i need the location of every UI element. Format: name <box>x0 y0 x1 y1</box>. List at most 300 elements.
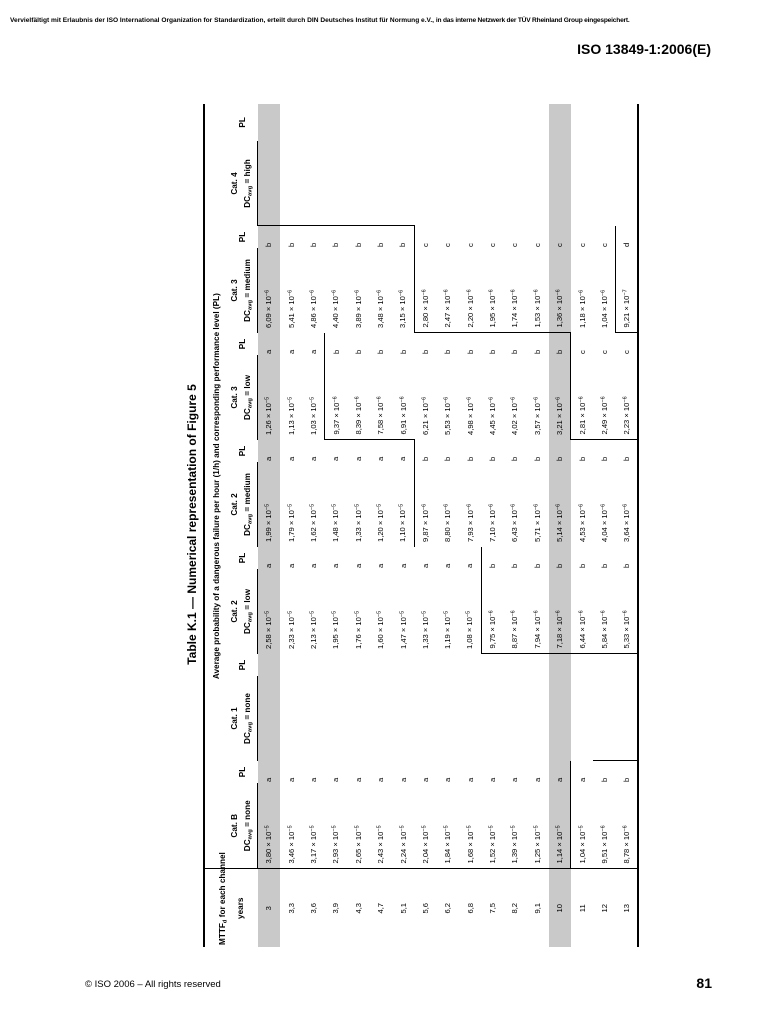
pl-value: a <box>532 777 542 782</box>
mttfd-value: 7,5 <box>481 869 503 947</box>
pfhd-value <box>414 676 436 761</box>
pl-value: a <box>286 456 296 461</box>
pfhd-value: $7,10 \times 10^{-6}$ <box>488 503 498 542</box>
pfhd-value <box>437 676 459 761</box>
standard-number: ISO 13849-1:2006(E) <box>577 41 711 57</box>
dc-header: $DC_{avg}$ = low <box>241 569 258 654</box>
pl-header: PL <box>237 231 247 243</box>
pl-value <box>526 104 548 141</box>
mttfd-value: 10 <box>549 869 571 947</box>
mttfd-value: 8,2 <box>504 869 526 947</box>
pl-header: PL <box>237 338 247 350</box>
pfhd-value: $3,80 \times 10^{-5}$ <box>258 783 280 869</box>
pl-header: PL <box>237 659 247 671</box>
pfhd-value: $4,40 \times 10^{-6}$ <box>331 289 341 328</box>
pl-value <box>347 104 369 141</box>
pl-value: a <box>325 440 347 462</box>
pl-value: b <box>347 226 369 248</box>
pfhd-value: $6,43 \times 10^{-6}$ <box>510 503 520 542</box>
dc-header: $DC_{avg}$ = high <box>241 141 258 226</box>
pl-value: b <box>549 333 571 355</box>
pl-value <box>369 104 391 141</box>
pl-value: a <box>571 761 593 783</box>
pl-value: b <box>302 226 324 248</box>
pl-value: b <box>549 547 571 569</box>
mttfd-value: 12 <box>593 869 615 947</box>
table-row <box>369 104 391 947</box>
pfhd-value: $3,15 \times 10^{-6}$ <box>398 289 408 328</box>
table-row <box>258 104 280 947</box>
pfhd-value: $7,58 \times 10^{-6}$ <box>376 396 386 435</box>
category-header-row <box>227 104 241 947</box>
category-header: Cat. 1 <box>229 707 239 730</box>
dc-header: $DC_{avg}$ = none <box>241 676 258 761</box>
pfhd-value <box>347 676 369 761</box>
pl-value <box>280 654 302 676</box>
rotated-table-container <box>180 102 650 947</box>
pfhd-value <box>571 141 593 226</box>
pfhd-value: $9,37 \times 10^{-6}$ <box>325 355 347 440</box>
pl-value <box>369 654 391 676</box>
pl-value: b <box>600 563 610 568</box>
pl-value: a <box>258 761 280 783</box>
pfhd-value: $9,21 \times 10^{-7}$ <box>616 248 638 333</box>
pl-value <box>571 654 593 676</box>
pl-header: PL <box>237 117 247 128</box>
pfhd-value: $3,21 \times 10^{-6}$ <box>549 355 571 440</box>
years-label: years <box>235 897 245 919</box>
pl-value: c <box>571 333 593 355</box>
pfhd-value <box>258 676 280 761</box>
pfhd-value <box>616 141 638 226</box>
pfhd-value: $4,86 \times 10^{-6}$ <box>308 289 318 328</box>
pfhd-value <box>437 141 459 226</box>
pl-value <box>504 104 526 141</box>
pl-value <box>414 654 436 676</box>
pl-value: c <box>549 226 571 248</box>
pfhd-value: $3,17 \times 10^{-5}$ <box>308 825 318 864</box>
pfhd-value: $7,18 \times 10^{-6}$ <box>549 569 571 654</box>
pfhd-value <box>526 141 548 226</box>
pl-value <box>280 104 302 141</box>
table-row <box>616 104 638 947</box>
pfhd-value: $4,98 \times 10^{-6}$ <box>465 396 475 435</box>
pl-value: b <box>369 226 391 248</box>
pfhd-value: $3,48 \times 10^{-6}$ <box>376 289 386 328</box>
pl-value: b <box>353 349 363 354</box>
pfhd-value: $1,13 \times 10^{-5}$ <box>286 396 296 435</box>
dc-header: $DC_{avg}$ = low <box>241 355 258 440</box>
pfhd-value: $2,93 \times 10^{-5}$ <box>331 825 341 864</box>
pl-value: b <box>392 226 414 248</box>
pl-value: b <box>504 333 526 355</box>
pl-value: b <box>571 440 593 462</box>
pfhd-value: $1,60 \times 10^{-5}$ <box>376 610 386 649</box>
pfhd-value: $8,87 \times 10^{-6}$ <box>510 610 520 649</box>
mttfd-header: $MTTF_d$ for each channel years <box>204 869 258 947</box>
pl-value <box>325 654 347 676</box>
pfhd-value: $1,04 \times 10^{-6}$ <box>599 289 609 328</box>
category-header: Cat. 3 <box>229 279 239 302</box>
pfhd-value: $1,36 \times 10^{-6}$ <box>549 248 571 333</box>
mttfd-value: 3,3 <box>280 869 302 947</box>
pfhd-value: $2,24 \times 10^{-5}$ <box>398 825 408 864</box>
pfhd-value: $2,20 \times 10^{-6}$ <box>465 289 475 328</box>
table-row <box>571 104 593 947</box>
pfhd-value: $8,78 \times 10^{-6}$ <box>616 783 638 869</box>
pfhd-value: $1,18 \times 10^{-6}$ <box>577 289 587 328</box>
pfhd-value: $3,64 \times 10^{-6}$ <box>616 462 638 547</box>
pl-value: c <box>488 243 498 247</box>
pl-value: c <box>577 243 587 247</box>
pl-value: a <box>549 761 571 783</box>
notice-tuv-text: in das interne Netzwerk der TÜV Rheinland Group eingespeichert. <box>435 17 630 24</box>
pfhd-value: $1,95 \times 10^{-6}$ <box>488 289 498 328</box>
pl-value: a <box>376 777 386 782</box>
table-row <box>414 104 436 947</box>
notice-text: Vervielfältigt mit Erlaubnis der ISO International Organization for Standardization, erteilt durch DIN Deutsches Institut für Normung e.V., <box>10 17 435 24</box>
pfhd-value: $2,23 \times 10^{-6}$ <box>616 355 638 440</box>
pl-value: b <box>526 333 548 355</box>
pfhd-value: $1,33 \times 10^{-5}$ <box>353 503 363 542</box>
pfhd-value: $9,75 \times 10^{-6}$ <box>481 569 503 654</box>
category-header: Cat. 4 <box>229 172 239 195</box>
category-header: Cat. 2 <box>229 600 239 623</box>
pl-header: PL <box>237 766 247 778</box>
pl-value: a <box>420 563 430 568</box>
mttfd-value: 3,9 <box>325 869 347 947</box>
mttfd-value: 6,2 <box>437 869 459 947</box>
mttfd-value: 6,8 <box>459 869 481 947</box>
pl-value: c <box>599 243 609 247</box>
pfhd-value: $1,62 \times 10^{-5}$ <box>308 503 318 542</box>
pfhd-value <box>369 676 391 761</box>
pl-value: b <box>593 761 615 783</box>
pfhd-value: $1,10 \times 10^{-5}$ <box>398 503 408 542</box>
pl-value: a <box>465 563 475 568</box>
table-row <box>593 104 615 947</box>
pfhd-value <box>504 141 526 226</box>
pfhd-value: $8,80 \times 10^{-6}$ <box>443 503 453 542</box>
pl-value: b <box>593 440 615 462</box>
table-row <box>459 104 481 947</box>
pl-value: c <box>600 350 610 354</box>
pl-value: b <box>325 226 347 248</box>
pfhd-value <box>280 141 302 226</box>
pfhd-value <box>504 676 526 761</box>
pl-value: a <box>510 777 520 782</box>
pl-value: b <box>532 456 542 461</box>
pfhd-value <box>549 676 571 761</box>
pl-value: b <box>465 456 475 461</box>
pfhd-value: $5,84 \times 10^{-6}$ <box>600 610 610 649</box>
pl-value: a <box>258 333 280 355</box>
pl-value <box>258 104 280 141</box>
pfhd-value: $5,41 \times 10^{-6}$ <box>286 289 296 328</box>
pl-value: a <box>258 547 280 569</box>
table-row <box>347 104 369 947</box>
pfhd-value: $1,08 \times 10^{-5}$ <box>465 610 475 649</box>
pl-value <box>504 654 526 676</box>
pfhd-value: $6,09 \times 10^{-6}$ <box>258 248 280 333</box>
pl-value <box>593 654 615 676</box>
pl-value: a <box>331 777 341 782</box>
pfhd-value: $1,26 \times 10^{-5}$ <box>258 355 280 440</box>
pfhd-value: $3,46 \times 10^{-5}$ <box>286 825 296 864</box>
table-row <box>325 104 347 947</box>
pfhd-value <box>459 676 481 761</box>
pl-value: b <box>280 226 302 248</box>
copyright: © ISO 2006 – All rights reserved <box>85 979 221 990</box>
pl-value <box>616 104 638 141</box>
pfhd-value <box>549 141 571 226</box>
pfhd-value: $4,04 \times 10^{-6}$ <box>600 503 610 542</box>
pl-value <box>325 104 347 141</box>
pl-value: b <box>549 440 571 462</box>
table-row <box>302 104 324 947</box>
pfhd-value: $1,99 \times 10^{-5}$ <box>258 462 280 547</box>
pl-value: c <box>616 333 638 355</box>
dc-header: $DC_{avg}$ = medium <box>241 462 258 547</box>
pfhd-value: $5,53 \times 10^{-6}$ <box>443 396 453 435</box>
pl-value: d <box>616 226 638 248</box>
pfhd-value: $6,21 \times 10^{-6}$ <box>420 396 430 435</box>
pl-value: b <box>510 563 520 568</box>
pfhd-value <box>392 676 414 761</box>
pfhd-value: $2,04 \times 10^{-5}$ <box>420 825 430 864</box>
pl-value <box>414 104 436 141</box>
pl-value <box>258 654 280 676</box>
pfhd-value: $1,52 \times 10^{-5}$ <box>488 825 498 864</box>
pfhd-value <box>347 141 369 226</box>
pl-value: c <box>465 243 475 247</box>
pfhd-value: $1,19 \times 10^{-5}$ <box>443 610 453 649</box>
pl-value: b <box>258 226 280 248</box>
reproduction-notice <box>10 17 758 24</box>
pl-value: b <box>398 349 408 354</box>
pl-value: a <box>353 563 363 568</box>
pfhd-value: $5,71 \times 10^{-6}$ <box>532 503 542 542</box>
pl-value <box>481 104 503 141</box>
pfhd-value <box>302 141 324 226</box>
pl-value: b <box>414 440 436 462</box>
table-row <box>280 104 302 947</box>
pl-value: a <box>420 777 430 782</box>
pfhd-value <box>325 141 347 226</box>
category-header: Cat. B <box>229 813 239 838</box>
pfhd-value <box>258 141 280 226</box>
category-header: Cat. 2 <box>229 493 239 516</box>
pfhd-value: $7,94 \times 10^{-6}$ <box>532 610 542 649</box>
pl-value: a <box>353 777 363 782</box>
pl-value <box>437 104 459 141</box>
pl-value: a <box>443 563 453 568</box>
pfhd-value: $2,33 \times 10^{-5}$ <box>286 610 296 649</box>
pl-value: b <box>443 456 453 461</box>
pfhd-value: $4,53 \times 10^{-6}$ <box>577 503 587 542</box>
dc-header: $DC_{avg}$ = none <box>241 783 258 869</box>
category-header: Cat. 3 <box>229 386 239 409</box>
pl-value: a <box>443 777 453 782</box>
pfhd-value: $2,80 \times 10^{-6}$ <box>414 248 436 333</box>
pl-value <box>459 104 481 141</box>
pfhd-value: $8,39 \times 10^{-6}$ <box>353 396 363 435</box>
pl-value: b <box>437 333 459 355</box>
pl-value: b <box>325 333 347 355</box>
pl-value: b <box>488 456 498 461</box>
pl-value: a <box>347 440 369 462</box>
pfhd-value: $4,02 \times 10^{-6}$ <box>510 396 520 435</box>
pfhd-value: $9,87 \times 10^{-6}$ <box>414 462 436 547</box>
pl-value <box>526 654 548 676</box>
table-row <box>504 104 526 947</box>
pl-value: a <box>286 777 296 782</box>
pfhd-value: $7,93 \times 10^{-6}$ <box>465 503 475 542</box>
pfhd-value: $1,04 \times 10^{-5}$ <box>571 783 593 869</box>
pl-value: a <box>488 777 498 782</box>
pl-header: PL <box>237 552 247 564</box>
pfhd-value: $1,95 \times 10^{-5}$ <box>331 610 341 649</box>
pl-value <box>616 654 638 676</box>
pfhd-value: $3,57 \times 10^{-6}$ <box>532 396 542 435</box>
pl-value <box>302 104 324 141</box>
mttfd-value: 3 <box>258 869 280 947</box>
page-number: 81 <box>696 975 712 991</box>
pl-value <box>571 104 593 141</box>
pfhd-value: $1,76 \times 10^{-5}$ <box>353 610 363 649</box>
pl-value: a <box>308 456 318 461</box>
pfhd-value: $2,49 \times 10^{-6}$ <box>600 396 610 435</box>
group-header: Average probability of a dangerous failure per hour (1/h) and corresponding performance level (PL) <box>204 104 227 869</box>
pl-value: a <box>376 563 386 568</box>
pl-value: c <box>510 243 520 247</box>
pl-value: a <box>398 563 408 568</box>
pfhd-value <box>369 141 391 226</box>
pfhd-value <box>414 141 436 226</box>
pl-header: PL <box>237 445 247 457</box>
mttfd-value: 5,1 <box>392 869 414 947</box>
pfhd-value <box>571 676 593 761</box>
pl-value: a <box>258 440 280 462</box>
pfhd-value <box>593 676 615 761</box>
pl-value: b <box>616 547 638 569</box>
pl-value <box>481 654 503 676</box>
table-body <box>258 104 639 947</box>
pfhd-value: $6,44 \times 10^{-6}$ <box>577 610 587 649</box>
pfhd-value: $1,68 \times 10^{-5}$ <box>465 825 475 864</box>
mttfd-value: 4,3 <box>347 869 369 947</box>
pfhd-value: $1,33 \times 10^{-5}$ <box>420 610 430 649</box>
pl-value <box>437 654 459 676</box>
pfhd-value: $1,25 \times 10^{-5}$ <box>532 825 542 864</box>
table-row <box>392 104 414 947</box>
pfhd-value: $2,47 \times 10^{-6}$ <box>443 289 453 328</box>
dc-header: $DC_{avg}$ = medium <box>241 248 258 333</box>
pl-value: a <box>465 777 475 782</box>
pl-value: a <box>308 563 318 568</box>
pl-value: a <box>331 563 341 568</box>
pfhd-value <box>280 676 302 761</box>
pfhd-value: $5,33 \times 10^{-6}$ <box>616 569 638 654</box>
pfhd-value: $2,81 \times 10^{-6}$ <box>571 355 593 440</box>
mttfd-value: 9,1 <box>526 869 548 947</box>
pfhd-value: $9,51 \times 10^{-6}$ <box>600 825 610 864</box>
pfhd-value: $2,58 \times 10^{-5}$ <box>258 569 280 654</box>
pl-value <box>549 654 571 676</box>
pl-value: b <box>459 333 481 355</box>
pfhd-value <box>526 676 548 761</box>
pfhd-value: $1,84 \times 10^{-5}$ <box>443 825 453 864</box>
pfhd-value: $3,89 \times 10^{-6}$ <box>353 289 363 328</box>
pfhd-value <box>325 676 347 761</box>
pl-value: b <box>532 563 542 568</box>
pfhd-value: $1,03 \times 10^{-5}$ <box>308 396 318 435</box>
pfhd-value <box>302 676 324 761</box>
table-caption: Table K.1 — Numerical representation of Figure 5 <box>185 384 199 665</box>
table-k1 <box>203 104 639 947</box>
pfhd-value: $1,39 \times 10^{-5}$ <box>510 825 520 864</box>
pl-value: a <box>308 349 318 354</box>
pl-value <box>549 104 571 141</box>
pl-value <box>593 104 615 141</box>
pl-value: a <box>369 440 391 462</box>
pfhd-value: $2,43 \times 10^{-5}$ <box>376 825 386 864</box>
pl-value: b <box>414 333 436 355</box>
pfhd-value: $1,79 \times 10^{-5}$ <box>286 503 296 542</box>
pfhd-value: $1,20 \times 10^{-5}$ <box>376 503 386 542</box>
pfhd-value: $5,14 \times 10^{-6}$ <box>549 462 571 547</box>
pl-value <box>302 654 324 676</box>
table-row <box>549 104 571 947</box>
pfhd-value <box>481 676 503 761</box>
pl-value: a <box>286 349 296 354</box>
pl-value: c <box>414 226 436 248</box>
pl-value <box>347 654 369 676</box>
pfhd-value: $1,74 \times 10^{-6}$ <box>510 289 520 328</box>
pfhd-value <box>392 141 414 226</box>
pl-value: a <box>286 563 296 568</box>
pl-value: b <box>616 440 638 462</box>
pl-value: b <box>577 563 587 568</box>
table-k1-block <box>180 102 650 947</box>
pfhd-value <box>593 141 615 226</box>
pfhd-value <box>616 676 638 761</box>
pfhd-value <box>459 141 481 226</box>
pl-value: b <box>481 333 503 355</box>
pl-value: c <box>532 243 542 247</box>
mttfd-value: 4,7 <box>369 869 391 947</box>
pfhd-value: $1,14 \times 10^{-5}$ <box>549 783 571 869</box>
mttfd-value: 13 <box>616 869 638 947</box>
mttfd-value: 3,6 <box>302 869 324 947</box>
pl-value: a <box>398 777 408 782</box>
pl-value: a <box>392 440 414 462</box>
mttfd-value: 5,6 <box>414 869 436 947</box>
pfhd-value: $2,65 \times 10^{-5}$ <box>353 825 363 864</box>
table-row <box>437 104 459 947</box>
pfhd-value: $1,53 \times 10^{-6}$ <box>532 289 542 328</box>
pfhd-value: $1,47 \times 10^{-5}$ <box>398 610 408 649</box>
pl-value: b <box>376 349 386 354</box>
pl-value <box>392 654 414 676</box>
pfhd-value: $4,45 \times 10^{-6}$ <box>488 396 498 435</box>
pl-value: b <box>481 547 503 569</box>
mttfd-value: 11 <box>571 869 593 947</box>
table-row <box>481 104 503 947</box>
pfhd-value <box>481 141 503 226</box>
pl-value: a <box>308 777 318 782</box>
pfhd-value: $1,48 \times 10^{-5}$ <box>331 503 341 542</box>
